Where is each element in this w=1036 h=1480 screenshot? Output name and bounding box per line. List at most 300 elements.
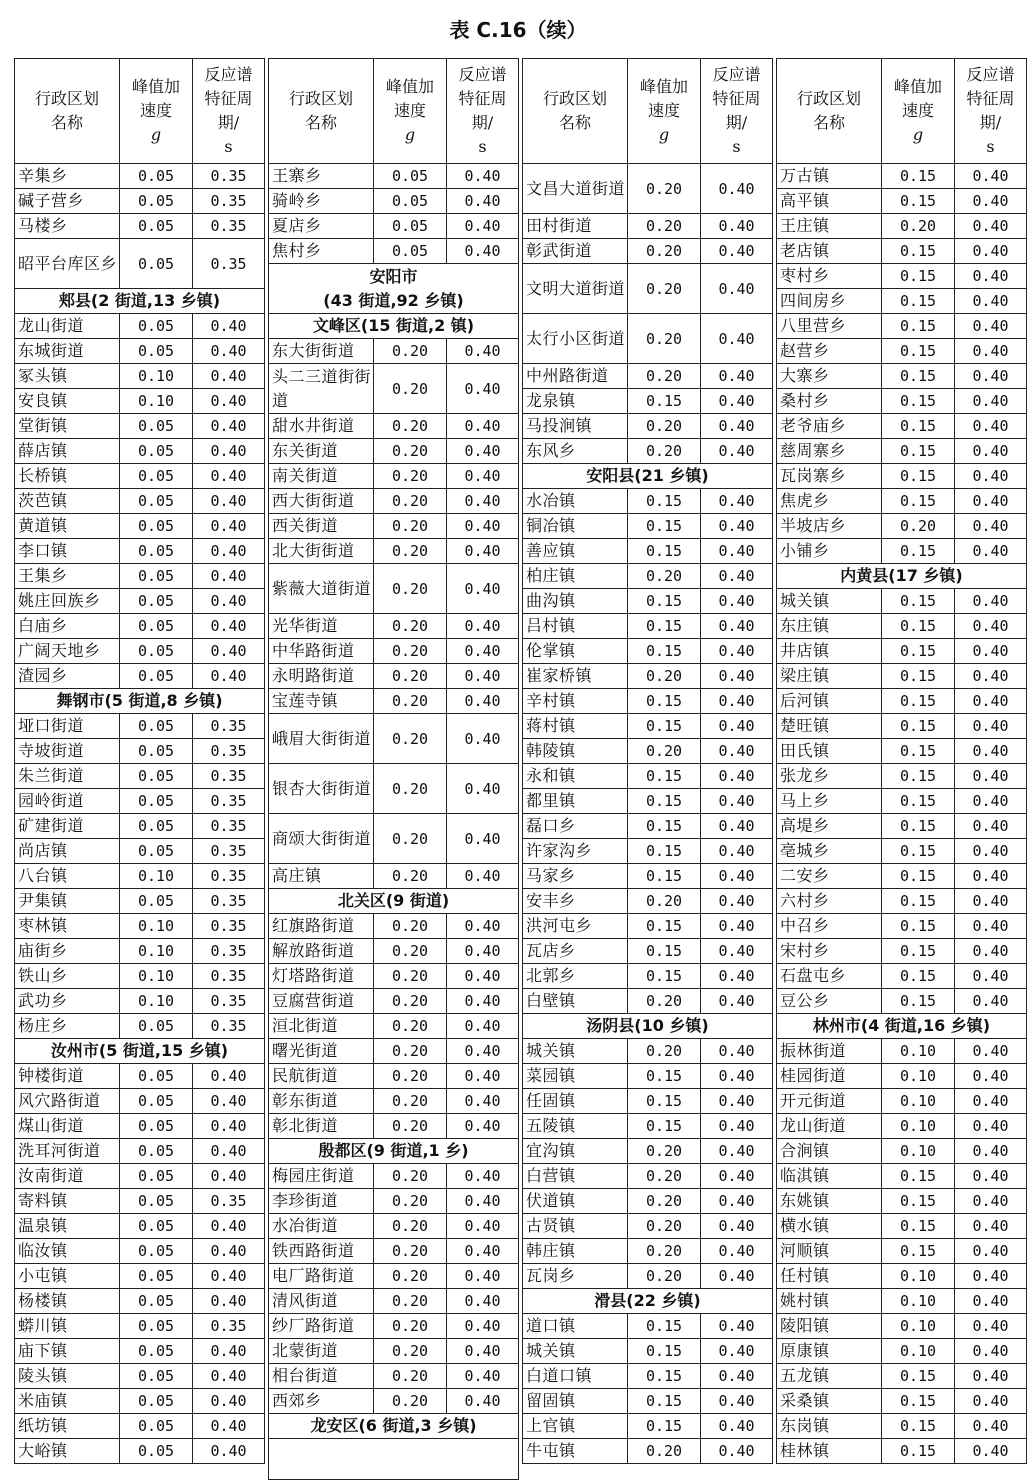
region-name: 矿建街道 [15,814,120,839]
region-name: 原康镇 [777,1339,882,1364]
pga-value: 0.20 [628,1189,701,1214]
table-row [523,1439,773,1464]
region-name: 解放路街道 [269,939,374,964]
pga-value: 0.15 [882,414,955,439]
group-header-row [777,1014,1027,1039]
pga-value: 0.20 [374,814,447,864]
period-value: 0.40 [193,564,265,589]
region-name: 伦掌镇 [523,639,628,664]
table-row [523,839,773,864]
pga-value: 0.15 [882,839,955,864]
period-value: 0.40 [701,864,773,889]
pga-value: 0.05 [120,464,193,489]
region-name: 洹北街道 [269,1014,374,1039]
group-header-row [523,1014,773,1039]
table-row [269,214,519,239]
table-row [777,789,1027,814]
region-name: 六村乡 [777,889,882,914]
period-value: 0.40 [447,514,519,539]
group-header [523,1289,773,1314]
period-value: 0.40 [447,989,519,1014]
pga-value: 0.10 [120,364,193,389]
period-value: 0.40 [955,489,1027,514]
pga-value: 0.05 [120,889,193,914]
period-value: 0.40 [447,1239,519,1264]
region-name: 王庄镇 [777,214,882,239]
pga-value: 0.15 [628,514,701,539]
table-row [777,164,1027,189]
period-value: 0.40 [447,1189,519,1214]
pga-value: 0.15 [882,239,955,264]
region-name: 宜沟镇 [523,1139,628,1164]
pga-value: 0.20 [374,1214,447,1239]
period-value: 0.40 [955,1264,1027,1289]
header-name [777,59,882,164]
region-name: 北大街街道 [269,539,374,564]
region-name: 银杏大街街道 [269,764,374,814]
region-name: 南关街道 [269,464,374,489]
header-pga [374,59,447,164]
table-row [15,439,265,464]
period-value: 0.35 [193,714,265,739]
table-row [523,714,773,739]
period-value: 0.40 [701,739,773,764]
period-value: 0.40 [447,1339,519,1364]
pga-value: 0.10 [120,914,193,939]
period-value: 0.40 [701,1439,773,1464]
region-name: 安良镇 [15,389,120,414]
table-row [15,1189,265,1214]
pga-value: 0.05 [120,214,193,239]
region-name: 采桑镇 [777,1389,882,1414]
pga-value: 0.10 [120,989,193,1014]
pga-value: 0.05 [120,1014,193,1039]
pga-value: 0.20 [628,1239,701,1264]
period-value: 0.40 [955,914,1027,939]
region-name: 尚店镇 [15,839,120,864]
pga-value: 0.20 [628,889,701,914]
pga-value: 0.20 [374,439,447,464]
region-name: 八里营乡 [777,314,882,339]
pga-value: 0.15 [882,489,955,514]
header-period-unit: s [732,137,741,156]
group-header-row [269,314,519,339]
region-name: 民航街道 [269,1064,374,1089]
pga-value: 0.20 [374,639,447,664]
region-name: 善应镇 [523,539,628,564]
period-value: 0.40 [447,414,519,439]
period-value: 0.40 [955,1314,1027,1339]
pga-value: 0.15 [628,939,701,964]
period-value: 0.40 [447,464,519,489]
table-row [269,1239,519,1264]
period-value: 0.40 [193,439,265,464]
region-name: 辛集乡 [15,164,120,189]
period-value: 0.40 [193,1089,265,1114]
pga-value: 0.20 [628,314,701,364]
pga-value: 0.05 [374,164,447,189]
table-block-4 [776,58,1026,1458]
region-name: 任固镇 [523,1089,628,1114]
pga-value: 0.05 [120,1289,193,1314]
table-row [777,514,1027,539]
period-value: 0.40 [955,589,1027,614]
region-name: 薛店镇 [15,439,120,464]
table-row [269,539,519,564]
table-row [777,889,1027,914]
group-title: 龙安区(6 街道,3 乡镇) [310,1416,477,1435]
region-name: 大寨乡 [777,364,882,389]
region-name: 西郊乡 [269,1389,374,1414]
region-name: 高平镇 [777,189,882,214]
period-value: 0.40 [447,1389,519,1414]
region-name: 彰东街道 [269,1089,374,1114]
pga-value: 0.20 [374,564,447,614]
region-name: 亳城乡 [777,839,882,864]
pga-value: 0.20 [628,214,701,239]
region-name: 道口镇 [523,1314,628,1339]
table-row [15,214,265,239]
region-name: 夏店乡 [269,214,374,239]
table-row [777,339,1027,364]
pga-value: 0.05 [120,789,193,814]
table-row [269,1039,519,1064]
pga-value: 0.15 [628,1114,701,1139]
table-row [777,364,1027,389]
region-name: 枣村乡 [777,264,882,289]
pga-value: 0.05 [120,1064,193,1089]
table-row [269,439,519,464]
pga-value: 0.15 [882,1164,955,1189]
table-row [15,514,265,539]
pga-value: 0.15 [882,1239,955,1264]
region-name: 彰武街道 [523,239,628,264]
region-name: 北郭乡 [523,964,628,989]
period-value: 0.40 [193,314,265,339]
region-name: 楚旺镇 [777,714,882,739]
pga-value: 0.20 [374,339,447,364]
period-value: 0.40 [701,564,773,589]
group-title: 汤阴县(10 乡镇) [586,1016,709,1035]
table-row [523,364,773,389]
pga-value: 0.15 [882,1214,955,1239]
region-name: 曙光街道 [269,1039,374,1064]
region-name: 朱兰街道 [15,764,120,789]
table-row [269,1189,519,1214]
pga-value: 0.10 [882,1314,955,1339]
pga-value: 0.20 [628,1264,701,1289]
region-name: 马上乡 [777,789,882,814]
period-value: 0.40 [701,489,773,514]
region-name: 万古镇 [777,164,882,189]
table-row [269,239,519,264]
pga-value: 0.10 [882,1289,955,1314]
group-header [777,1014,1027,1039]
table-row [269,714,519,764]
group-header [269,889,519,914]
pga-value: 0.05 [120,589,193,614]
region-name: 峨眉大街街道 [269,714,374,764]
table-row [15,1214,265,1239]
period-value: 0.35 [193,889,265,914]
pga-value: 0.20 [374,764,447,814]
region-name: 纱厂路街道 [269,1314,374,1339]
table-row [777,714,1027,739]
pga-value: 0.20 [628,1439,701,1464]
region-name: 焦虎乡 [777,489,882,514]
pga-value: 0.10 [882,1114,955,1139]
period-value: 0.40 [701,1064,773,1089]
pga-value: 0.15 [882,389,955,414]
period-value: 0.40 [193,1139,265,1164]
region-name: 东关街道 [269,439,374,464]
table-row [15,1339,265,1364]
region-name: 堂街镇 [15,414,120,439]
period-value: 0.40 [193,639,265,664]
pga-value: 0.15 [882,664,955,689]
period-value: 0.35 [193,814,265,839]
region-name: 永和镇 [523,764,628,789]
pga-value: 0.05 [120,1364,193,1389]
region-name: 东姚镇 [777,1189,882,1214]
table-row [523,1389,773,1414]
period-value: 0.40 [701,264,773,314]
region-name: 城关镇 [523,1339,628,1364]
group-title: 林州市(4 街道,16 乡镇) [812,1016,991,1035]
region-name: 长桥镇 [15,464,120,489]
period-value: 0.40 [701,1214,773,1239]
pga-value: 0.15 [882,589,955,614]
region-name: 寄料镇 [15,1189,120,1214]
header-period-text: 反应谱特征周期/ [458,65,507,132]
period-value: 0.40 [955,239,1027,264]
region-name: 李口镇 [15,539,120,564]
table-block-2 [268,58,518,1458]
table-row [777,664,1027,689]
region-name: 风穴路街道 [15,1089,120,1114]
group-header-row [777,564,1027,589]
period-value: 0.40 [955,664,1027,689]
region-name: 灯塔路街道 [269,964,374,989]
region-name: 伏道镇 [523,1189,628,1214]
pga-value: 0.05 [120,1239,193,1264]
pga-value: 0.15 [628,639,701,664]
region-name: 西大街街道 [269,489,374,514]
region-name: 渣园乡 [15,664,120,689]
header-period [447,59,519,164]
period-value: 0.40 [955,864,1027,889]
pga-value: 0.15 [882,1439,955,1464]
table-row [523,389,773,414]
region-name: 永明路街道 [269,664,374,689]
table-row [15,1239,265,1264]
pga-value: 0.20 [628,439,701,464]
period-value: 0.40 [193,1389,265,1414]
region-name: 合涧镇 [777,1139,882,1164]
period-value: 0.40 [701,614,773,639]
pga-value: 0.15 [628,539,701,564]
group-title: 内黄县(17 乡镇) [840,566,963,585]
pga-value: 0.05 [120,739,193,764]
region-name: 石盘屯乡 [777,964,882,989]
period-value: 0.40 [447,914,519,939]
period-value: 0.40 [955,789,1027,814]
pga-value: 0.05 [120,314,193,339]
header-pga-unit: g [150,125,162,144]
pga-value: 0.05 [120,1139,193,1164]
table-row [777,1139,1027,1164]
pga-value: 0.20 [628,989,701,1014]
period-value: 0.40 [701,714,773,739]
pga-value: 0.20 [628,239,701,264]
table-row [777,1039,1027,1064]
table-row [15,1164,265,1189]
region-name: 甜水井街道 [269,414,374,439]
table-row [777,639,1027,664]
table-row [15,339,265,364]
period-value: 0.40 [955,439,1027,464]
pga-value: 0.15 [628,1314,701,1339]
region-name: 铁山乡 [15,964,120,989]
table-row [523,514,773,539]
region-name: 昭平台库区乡 [15,239,120,289]
region-name: 龙山街道 [15,314,120,339]
table-row [15,889,265,914]
period-value: 0.40 [193,389,265,414]
table-row [777,289,1027,314]
table-row [15,414,265,439]
region-name: 光华街道 [269,614,374,639]
group-header-row [523,1289,773,1314]
region-name: 安丰乡 [523,889,628,914]
pga-value: 0.15 [882,814,955,839]
period-value: 0.40 [701,664,773,689]
table-row [15,1389,265,1414]
table-row [15,714,265,739]
table-row [15,1414,265,1439]
period-value: 0.40 [447,1289,519,1314]
table-row [777,1264,1027,1289]
pga-value: 0.15 [882,364,955,389]
table-row [523,214,773,239]
period-value: 0.40 [701,414,773,439]
pga-value: 0.15 [882,764,955,789]
region-name: 辛村镇 [523,689,628,714]
period-value: 0.40 [447,714,519,764]
table-row [15,739,265,764]
table-row [269,339,519,364]
table-row [777,1189,1027,1214]
period-value: 0.40 [447,239,519,264]
table-row [15,489,265,514]
period-value: 0.40 [447,864,519,889]
pga-value: 0.20 [374,1364,447,1389]
group-title: 安阳县(21 乡镇) [586,466,709,485]
period-value: 0.40 [193,1239,265,1264]
region-name: 井店镇 [777,639,882,664]
table-row [777,939,1027,964]
group-header [15,289,265,314]
table-row [269,189,519,214]
period-value: 0.40 [701,1114,773,1139]
pga-value: 0.20 [374,689,447,714]
table-row [777,1089,1027,1114]
region-name: 豆腐营街道 [269,989,374,1014]
period-value: 0.40 [447,939,519,964]
pga-value: 0.10 [882,1264,955,1289]
period-value: 0.35 [193,789,265,814]
pga-value: 0.20 [374,364,447,414]
period-value: 0.40 [193,1289,265,1314]
region-name: 东城街道 [15,339,120,364]
region-name: 上官镇 [523,1414,628,1439]
table-row [777,1414,1027,1439]
pga-value: 0.15 [628,589,701,614]
table-row [269,564,519,614]
period-value: 0.40 [955,1289,1027,1314]
pga-value: 0.20 [628,264,701,314]
region-name: 东岗镇 [777,1414,882,1439]
header-period-text: 反应谱特征周期/ [966,65,1015,132]
table-row [777,989,1027,1014]
region-name: 白道口镇 [523,1364,628,1389]
pga-value: 0.20 [374,1064,447,1089]
table-row [523,1314,773,1339]
table-row [269,639,519,664]
pga-value: 0.20 [628,1139,701,1164]
table-row [523,939,773,964]
period-value: 0.40 [447,1064,519,1089]
region-name: 东庄镇 [777,614,882,639]
table-row [15,939,265,964]
period-value: 0.40 [955,1339,1027,1364]
period-value: 0.40 [447,964,519,989]
header-period-unit: s [224,137,233,156]
header-name-text: 行政区划名称 [796,89,861,132]
table-row [777,1239,1027,1264]
pga-value: 0.20 [374,539,447,564]
pga-value: 0.20 [374,1014,447,1039]
pga-value: 0.15 [628,764,701,789]
table-row [777,1064,1027,1089]
pga-value: 0.20 [374,1239,447,1264]
table-row [523,1339,773,1364]
region-name: 蒋村镇 [523,714,628,739]
pga-value: 0.15 [882,314,955,339]
period-value: 0.40 [193,1114,265,1139]
table-row [777,764,1027,789]
group-header [15,1039,265,1064]
region-name: 小铺乡 [777,539,882,564]
region-name: 老店镇 [777,239,882,264]
period-value: 0.40 [447,1164,519,1189]
region-name: 小屯镇 [15,1264,120,1289]
region-name: 紫薇大道街道 [269,564,374,614]
period-value: 0.40 [193,664,265,689]
period-value: 0.40 [955,764,1027,789]
group-title: 滑县(22 乡镇) [594,1291,701,1310]
table-row [15,839,265,864]
period-value: 0.35 [193,1314,265,1339]
header-pga [882,59,955,164]
table-row [523,814,773,839]
table-row [523,1114,773,1139]
table-row [269,664,519,689]
region-name: 商颂大街街道 [269,814,374,864]
pga-value: 0.15 [882,164,955,189]
table-row [523,164,773,214]
pga-value: 0.15 [628,1414,701,1439]
